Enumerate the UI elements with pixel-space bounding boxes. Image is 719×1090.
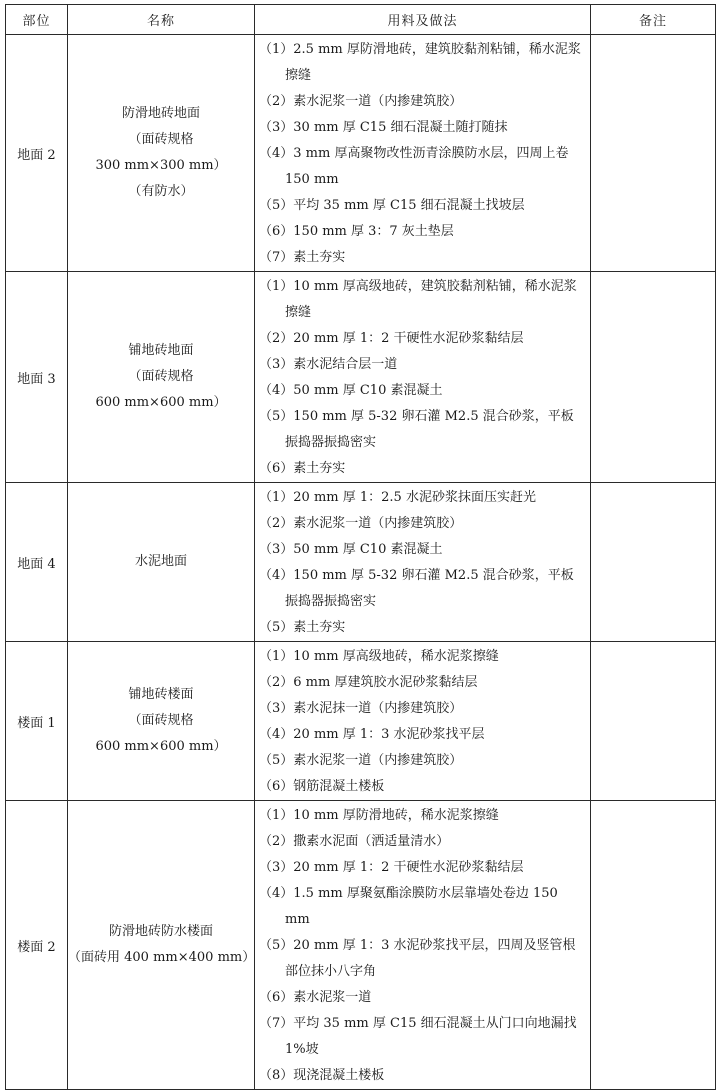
table-row [6, 272, 716, 483]
name-line: 防滑地砖地面 [121, 106, 200, 121]
method-step: （4）1.5 mm 厚聚氨酯涂膜防水层靠墙处卷边 150 mm [259, 886, 558, 927]
method-step: （2）素水泥浆一道（内掺建筑胶） [259, 516, 463, 531]
name-line: （面砖规格 [128, 713, 194, 728]
name-line: 防滑地砖防水楼面 [108, 924, 213, 939]
method-step: （2）素水泥浆一道（内掺建筑胶） [259, 94, 463, 109]
name-line: （面砖用 400 mm×400 mm） [68, 950, 256, 965]
method-step: （7）素土夯实 [259, 250, 346, 265]
method-step: （2）撒素水泥面（洒适量清水） [259, 834, 450, 849]
method-step: （1）10 mm 厚高级地砖，稀水泥浆擦缝 [259, 649, 499, 664]
name-line: 600 mm×600 mm） [95, 739, 227, 754]
method-step: （7）平均 35 mm 厚 C15 细石混凝土从门口向地漏找 1%坡 [259, 1016, 577, 1057]
cell-remark [591, 801, 716, 1090]
cell-method [255, 801, 591, 1090]
method-step: （4）150 mm 厚 5-32 卵石灌 M2.5 混合砂浆，平板振捣器振捣密实 [259, 568, 574, 609]
cell-part: 楼面 2 [6, 801, 68, 1090]
method-step: （3）30 mm 厚 C15 细石混凝土随打随抹 [259, 120, 508, 135]
method-step: （4）20 mm 厚 1：3 水泥砂浆找平层 [259, 727, 485, 742]
method-step: （3）素水泥抹一道（内掺建筑胶） [259, 701, 463, 716]
cell-method [255, 272, 591, 483]
spec-table [5, 4, 716, 1090]
method-step: （8）现浇混凝土楼板 [259, 1068, 385, 1083]
cell-name [68, 35, 255, 272]
cell-remark [591, 272, 716, 483]
cell-name [68, 801, 255, 1090]
construction-spec-document [5, 4, 715, 1083]
method-step: （3）素水泥结合层一道 [259, 357, 398, 372]
table-row [6, 801, 716, 1090]
table-row [6, 483, 716, 642]
header-name: 名称 [68, 5, 255, 35]
cell-part: 地面 2 [6, 35, 68, 272]
method-step: （6）素水泥浆一道 [259, 990, 372, 1005]
cell-remark [591, 642, 716, 801]
table-body [6, 35, 716, 1090]
method-step: （5）20 mm 厚 1：3 水泥砂浆找平层，四周及竖管根部位抹小八字角 [259, 938, 576, 979]
name-line: 铺地砖楼面 [128, 687, 194, 702]
table-row [6, 35, 716, 272]
cell-part: 地面 4 [6, 483, 68, 642]
name-line: （面砖规格 [128, 369, 194, 384]
header-method: 用料及做法 [255, 5, 591, 35]
cell-method [255, 483, 591, 642]
cell-name [68, 642, 255, 801]
method-step: （2）20 mm 厚 1：2 干硬性水泥砂浆黏结层 [259, 331, 524, 346]
method-step: （5）素土夯实 [259, 620, 346, 635]
cell-part: 楼面 1 [6, 642, 68, 801]
method-step: （1）10 mm 厚高级地砖，建筑胶黏剂粘铺，稀水泥浆擦缝 [259, 279, 577, 320]
name-line: （有防水） [128, 184, 194, 199]
cell-remark [591, 483, 716, 642]
name-line: 铺地砖地面 [128, 343, 194, 358]
method-step: （6）150 mm 厚 3：7 灰土垫层 [259, 224, 454, 239]
method-step: （1）20 mm 厚 1：2.5 水泥砂浆抹面压实赶光 [259, 490, 536, 505]
method-step: （6）素土夯实 [259, 461, 346, 476]
name-line: 水泥地面 [134, 554, 187, 569]
cell-part: 地面 3 [6, 272, 68, 483]
header-remark: 备注 [591, 5, 716, 35]
table-header-row [6, 5, 716, 35]
method-step: （5）150 mm 厚 5-32 卵石灌 M2.5 混合砂浆，平板振捣器振捣密实 [259, 409, 574, 450]
cell-method [255, 35, 591, 272]
method-step: （5）素水泥浆一道（内掺建筑胶） [259, 753, 463, 768]
name-line: 600 mm×600 mm） [95, 395, 227, 410]
cell-remark [591, 35, 716, 272]
method-step: （1）10 mm 厚防滑地砖，稀水泥浆擦缝 [259, 808, 499, 823]
cell-name [68, 483, 255, 642]
name-line: （面砖规格 [128, 132, 194, 147]
method-step: （6）钢筋混凝土楼板 [259, 779, 385, 794]
method-step: （3）20 mm 厚 1：2 干硬性水泥砂浆黏结层 [259, 860, 524, 875]
name-line: 300 mm×300 mm） [95, 158, 227, 173]
header-part: 部位 [6, 5, 68, 35]
method-step: （1）2.5 mm 厚防滑地砖，建筑胶黏剂粘铺，稀水泥浆擦缝 [259, 42, 581, 83]
method-step: （5）平均 35 mm 厚 C15 细石混凝土找坡层 [259, 198, 525, 213]
method-step: （4）3 mm 厚高聚物改性沥青涂膜防水层，四周上卷 150 mm [259, 146, 569, 187]
cell-method [255, 642, 591, 801]
table-row [6, 642, 716, 801]
method-step: （4）50 mm 厚 C10 素混凝土 [259, 383, 443, 398]
method-step: （2）6 mm 厚建筑胶水泥砂浆黏结层 [259, 675, 478, 690]
cell-name [68, 272, 255, 483]
method-step: （3）50 mm 厚 C10 素混凝土 [259, 542, 443, 557]
